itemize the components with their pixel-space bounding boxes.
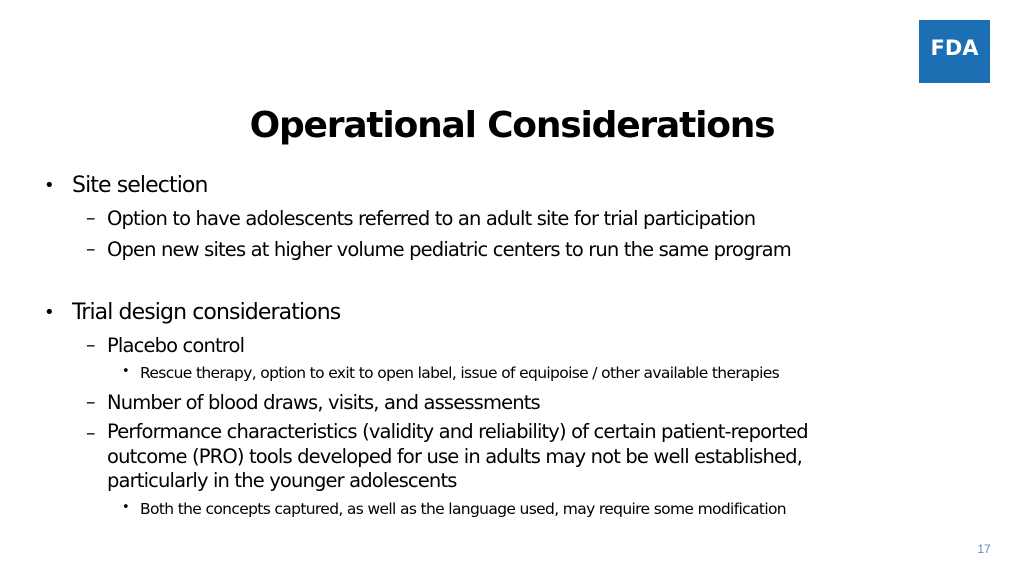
bullet-icon: • <box>44 302 55 323</box>
bullet-icon: • <box>122 364 130 379</box>
sub-bullet-new-sites: Open new sites at higher volume pediatric centers to run the same program <box>107 238 791 261</box>
dash-icon: – <box>86 334 96 356</box>
dash-icon: – <box>86 422 96 444</box>
dash-icon: – <box>86 391 96 413</box>
dash-icon: – <box>86 207 96 229</box>
sub-bullet-placebo: Placebo control <box>107 334 245 357</box>
sub-bullet-performance-line-3: particularly in the younger adolescents <box>107 469 457 492</box>
page-number: 17 <box>977 542 991 556</box>
fda-logo-text: FDA <box>930 35 979 60</box>
sub-sub-bullet-concepts: Both the concepts captured, as well as the language used, may require some modification <box>140 500 786 518</box>
sub-bullet-performance <box>107 420 808 494</box>
sub-bullet-referral: Option to have adolescents referred to an adult site for trial participation <box>107 207 756 230</box>
bullet-trial-design: Trial design considerations <box>72 300 341 325</box>
sub-bullet-performance-line-2: outcome (PRO) tools developed for use in adults may not be well established, <box>107 444 802 468</box>
bullet-icon: • <box>122 500 130 515</box>
sub-bullet-performance-line-1: Performance characteristics (validity and reliability) of certain patient-reported <box>107 420 808 443</box>
bullet-icon: • <box>44 175 55 196</box>
dash-icon: – <box>86 238 96 260</box>
slide-title: Operational Considerations <box>249 105 775 146</box>
sub-sub-bullet-rescue: Rescue therapy, option to exit to open label, issue of equipoise / other available therapies <box>140 364 780 382</box>
sub-bullet-blood-draws: Number of blood draws, visits, and assessments <box>107 391 540 414</box>
bullet-site-selection: Site selection <box>72 173 208 198</box>
